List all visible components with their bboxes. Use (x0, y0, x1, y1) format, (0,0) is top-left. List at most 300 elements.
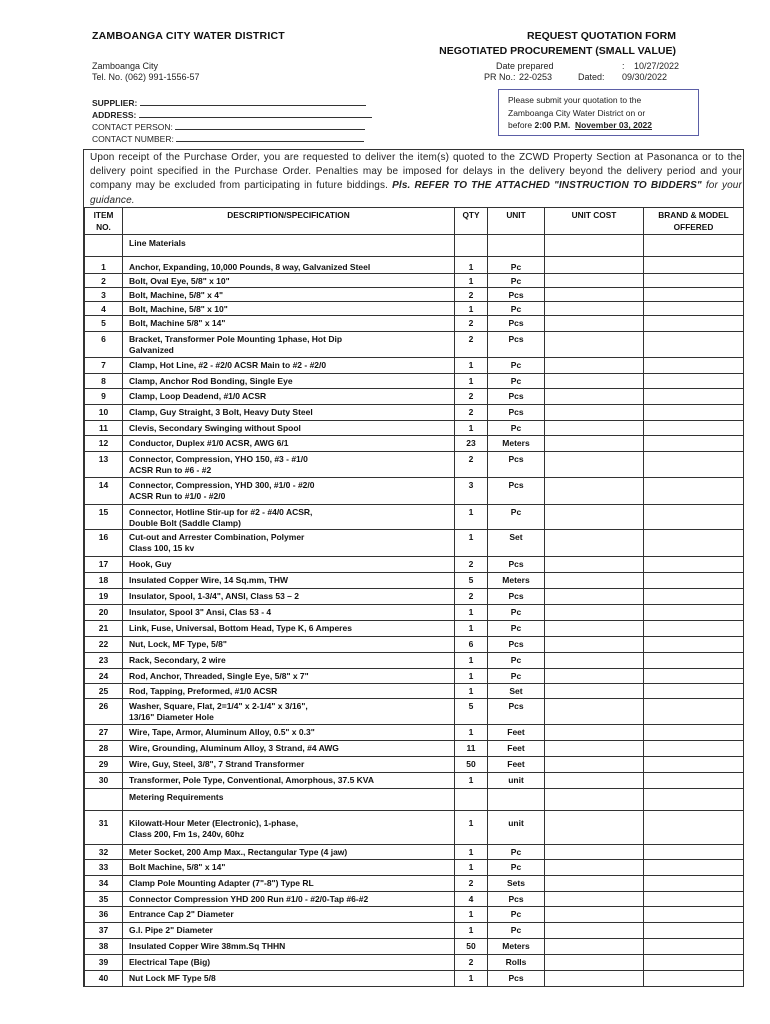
submission-notice (498, 89, 699, 136)
item-unit: Pc (488, 605, 545, 621)
item-row (85, 699, 744, 725)
item-unit: Pc (488, 302, 545, 316)
item-qty: 4 (455, 892, 488, 907)
description-line: Bolt, Machine 5/8" x 14" (129, 318, 226, 328)
item-unit: Pcs (488, 332, 545, 358)
item-row (85, 530, 744, 557)
item-unit: Pc (488, 505, 545, 530)
item-row (85, 316, 744, 332)
item-description (123, 557, 455, 573)
section-cell (488, 235, 545, 257)
description-line: Clamp, Hot Line, #2 - #2/0 ACSR Main to #2 - #2/0 (129, 360, 327, 370)
item-unit: Pcs (488, 478, 545, 505)
supplier-field[interactable] (92, 97, 366, 108)
description-line: Clamp, Loop Deadend, #1/0 ACSR (129, 391, 267, 401)
item-unit: Meters (488, 939, 545, 955)
item-qty: 2 (455, 876, 488, 892)
item-unit: Pc (488, 274, 545, 288)
brand-model-cell[interactable] (644, 332, 744, 358)
unit-cost-cell[interactable] (545, 621, 644, 637)
brand-model-cell[interactable] (644, 257, 744, 274)
item-description (123, 669, 455, 684)
item-description (123, 684, 455, 699)
brand-model-cell[interactable] (644, 669, 744, 684)
brand-model-cell[interactable] (644, 725, 744, 741)
description-line: Insulated Copper Wire 38mm.Sq THHN (129, 941, 286, 951)
unit-cost-cell[interactable] (545, 288, 644, 302)
form-subtitle: NEGOTIATED PROCUREMENT (SMALL VALUE) (439, 45, 676, 57)
form-title: REQUEST QUOTATION FORM (527, 30, 676, 42)
item-description (123, 530, 455, 557)
item-qty: 1 (455, 845, 488, 860)
section-cell (488, 789, 545, 811)
brand-model-cell[interactable] (644, 573, 744, 589)
item-number: 32 (85, 845, 123, 860)
unit-cost-cell[interactable] (545, 669, 644, 684)
unit-cost-cell[interactable] (545, 557, 644, 573)
item-row (85, 923, 744, 939)
description-line: Double Bolt (Saddle Clamp) (129, 518, 241, 528)
unit-cost-cell[interactable] (545, 955, 644, 971)
description-line: Rack, Secondary, 2 wire (129, 655, 226, 665)
unit-cost-cell[interactable] (545, 374, 644, 389)
brand-model-cell[interactable] (644, 621, 744, 637)
unit-cost-cell[interactable] (545, 358, 644, 374)
item-qty: 1 (455, 923, 488, 939)
brand-model-cell[interactable] (644, 530, 744, 557)
item-description (123, 316, 455, 332)
item-number: 21 (85, 621, 123, 637)
item-qty: 1 (455, 421, 488, 436)
item-qty: 3 (455, 478, 488, 505)
item-qty: 1 (455, 505, 488, 530)
item-number: 7 (85, 358, 123, 374)
item-unit: Sets (488, 876, 545, 892)
brand-model-cell[interactable] (644, 876, 744, 892)
col-item (85, 208, 123, 235)
description-line: Class 100, 15 kv (129, 543, 195, 553)
description-line: Cut-out and Arrester Combination, Polymer (129, 532, 305, 542)
item-row (85, 274, 744, 288)
unit-cost-cell[interactable] (545, 452, 644, 478)
item-row (85, 811, 744, 845)
notice-line-2: Zamboanga City Water District on or (508, 107, 646, 118)
brand-model-cell[interactable] (644, 589, 744, 605)
unit-cost-cell[interactable] (545, 876, 644, 892)
brand-model-cell[interactable] (644, 892, 744, 907)
description-line: Clamp, Anchor Rod Bonding, Single Eye (129, 376, 293, 386)
item-qty: 1 (455, 811, 488, 845)
brand-model-cell[interactable] (644, 684, 744, 699)
item-qty: 23 (455, 436, 488, 452)
brand-model-cell[interactable] (644, 302, 744, 316)
item-qty: 2 (455, 288, 488, 302)
description-line: Wire, Guy, Steel, 3/8", 7 Strand Transformer (129, 759, 305, 769)
description-line: Meter Socket, 200 Amp Max., Rectangular Type (4 jaw) (129, 847, 348, 857)
notice-line-1: Please submit your quotation to the (508, 95, 642, 105)
address-line[interactable] (139, 109, 372, 118)
item-qty: 1 (455, 907, 488, 923)
section-cell (545, 789, 644, 811)
brand-model-cell[interactable] (644, 773, 744, 789)
section-row (85, 789, 744, 811)
brand-model-cell[interactable] (644, 478, 744, 505)
item-number: 10 (85, 405, 123, 421)
contact-person-field[interactable] (92, 121, 365, 132)
item-qty: 1 (455, 358, 488, 374)
brand-model-cell[interactable] (644, 288, 744, 302)
item-qty: 1 (455, 621, 488, 637)
item-row (85, 288, 744, 302)
section-row (85, 235, 744, 257)
item-qty: 6 (455, 637, 488, 653)
item-number: 1 (85, 257, 123, 274)
item-qty: 2 (455, 955, 488, 971)
item-number: 33 (85, 860, 123, 876)
unit-cost-cell[interactable] (545, 637, 644, 653)
item-qty: 50 (455, 939, 488, 955)
col-unit: UNIT (488, 208, 545, 235)
item-number: 2 (85, 274, 123, 288)
item-number: 23 (85, 653, 123, 669)
item-number: 34 (85, 876, 123, 892)
unit-cost-cell[interactable] (545, 589, 644, 605)
unit-cost-cell[interactable] (545, 530, 644, 557)
supplier-label: SUPPLIER: (92, 98, 138, 108)
item-description (123, 573, 455, 589)
item-number: 37 (85, 923, 123, 939)
intro-tail: for your guidance. (90, 180, 742, 206)
unit-cost-cell[interactable] (545, 405, 644, 421)
item-number: 26 (85, 699, 123, 725)
unit-cost-cell[interactable] (545, 684, 644, 699)
item-row (85, 557, 744, 573)
item-description (123, 773, 455, 789)
unit-cost-cell[interactable] (545, 741, 644, 757)
item-description (123, 332, 455, 358)
item-number: 11 (85, 421, 123, 436)
description-line: Rod, Anchor, Threaded, Single Eye, 5/8" x 7" (129, 671, 309, 681)
brand-model-cell[interactable] (644, 845, 744, 860)
item-qty: 1 (455, 653, 488, 669)
item-description (123, 274, 455, 288)
supplier-line[interactable] (140, 97, 366, 106)
item-row (85, 621, 744, 637)
contact-person-label: CONTACT PERSON: (92, 122, 173, 132)
brand-model-cell[interactable] (644, 605, 744, 621)
item-unit: Pcs (488, 699, 545, 725)
address-field[interactable] (92, 109, 372, 120)
date-prepared-label: Date prepared (496, 61, 554, 71)
item-description (123, 389, 455, 405)
brand-model-cell[interactable] (644, 637, 744, 653)
item-row (85, 876, 744, 892)
description-line: Clamp, Guy Straight, 3 Bolt, Heavy Duty Steel (129, 407, 313, 417)
item-row (85, 907, 744, 923)
brand-model-cell[interactable] (644, 971, 744, 987)
description-line: Transformer, Pole Type, Conventional, Amorphous, 37.5 KVA (129, 775, 374, 785)
brand-model-cell[interactable] (644, 274, 744, 288)
item-row (85, 405, 744, 421)
item-description (123, 405, 455, 421)
address-label: ADDRESS: (92, 110, 137, 120)
item-qty: 1 (455, 257, 488, 274)
item-row (85, 332, 744, 358)
item-row (85, 478, 744, 505)
item-qty: 1 (455, 860, 488, 876)
unit-cost-cell[interactable] (545, 860, 644, 876)
unit-cost-cell[interactable] (545, 971, 644, 987)
brand-model-cell[interactable] (644, 421, 744, 436)
item-description (123, 653, 455, 669)
item-number: 4 (85, 302, 123, 316)
unit-cost-cell[interactable] (545, 811, 644, 845)
item-row (85, 860, 744, 876)
item-description (123, 892, 455, 907)
description-line: Conductor, Duplex #1/0 ACSR, AWG 6/1 (129, 438, 289, 448)
item-row (85, 358, 744, 374)
brand-model-cell[interactable] (644, 860, 744, 876)
item-row (85, 374, 744, 389)
item-qty: 1 (455, 773, 488, 789)
unit-cost-cell[interactable] (545, 725, 644, 741)
item-number: 19 (85, 589, 123, 605)
item-number: 18 (85, 573, 123, 589)
item-qty: 2 (455, 589, 488, 605)
item-number: 40 (85, 971, 123, 987)
item-row (85, 436, 744, 452)
brand-model-cell[interactable] (644, 557, 744, 573)
item-qty: 1 (455, 971, 488, 987)
unit-cost-cell[interactable] (545, 845, 644, 860)
col-brand-label: BRAND & MODEL (658, 210, 729, 220)
city: Zamboanga City (92, 61, 159, 71)
item-unit: Pcs (488, 971, 545, 987)
item-description (123, 288, 455, 302)
item-qty: 1 (455, 725, 488, 741)
section-cell (85, 235, 123, 257)
col-description: DESCRIPTION/SPECIFICATION (123, 208, 455, 235)
unit-cost-cell[interactable] (545, 573, 644, 589)
item-description (123, 845, 455, 860)
item-number: 25 (85, 684, 123, 699)
item-description (123, 505, 455, 530)
description-line: Insulator, Spool, 1-3/4", ANSI, Class 53 – 2 (129, 591, 299, 601)
item-number: 20 (85, 605, 123, 621)
item-qty: 1 (455, 374, 488, 389)
brand-model-cell[interactable] (644, 757, 744, 773)
item-description (123, 478, 455, 505)
description-line: Bolt, Oval Eye, 5/8" x 10" (129, 276, 230, 286)
item-unit: Pc (488, 374, 545, 389)
item-row (85, 653, 744, 669)
item-unit: Feet (488, 741, 545, 757)
brand-model-cell[interactable] (644, 653, 744, 669)
description-line: ACSR Run to #6 - #2 (129, 465, 212, 475)
table-header-row (85, 208, 744, 235)
contact-number-label: CONTACT NUMBER: (92, 134, 174, 144)
unit-cost-cell[interactable] (545, 274, 644, 288)
description-line: Nut Lock MF Type 5/8 (129, 973, 216, 983)
item-unit: Pcs (488, 589, 545, 605)
item-unit: Pcs (488, 316, 545, 332)
description-line: Clevis, Secondary Swinging without Spool (129, 423, 301, 433)
item-description (123, 876, 455, 892)
contact-number-line[interactable] (176, 133, 364, 142)
description-line: 13/16" Diameter Hole (129, 712, 214, 722)
item-number: 38 (85, 939, 123, 955)
description-line: Bolt Machine, 5/8" x 14" (129, 862, 226, 872)
brand-model-cell[interactable] (644, 452, 744, 478)
item-description (123, 605, 455, 621)
col-brand-model (644, 208, 744, 235)
section-cell (455, 235, 488, 257)
item-description (123, 358, 455, 374)
description-line: Link, Fuse, Universal, Bottom Head, Type K, 6 Amperes (129, 623, 352, 633)
item-description (123, 741, 455, 757)
item-number: 35 (85, 892, 123, 907)
item-number: 16 (85, 530, 123, 557)
brand-model-cell[interactable] (644, 358, 744, 374)
item-unit: Pcs (488, 452, 545, 478)
description-line: Connector Compression YHD 200 Run #1/0 - #2/0-Tap #6-#2 (129, 894, 369, 904)
item-qty: 5 (455, 573, 488, 589)
item-qty: 2 (455, 557, 488, 573)
item-description (123, 302, 455, 316)
brand-model-cell[interactable] (644, 316, 744, 332)
unit-cost-cell[interactable] (545, 257, 644, 274)
unit-cost-cell[interactable] (545, 892, 644, 907)
section-cell (545, 235, 644, 257)
brand-model-cell[interactable] (644, 907, 744, 923)
unit-cost-cell[interactable] (545, 653, 644, 669)
item-qty: 50 (455, 757, 488, 773)
item-unit: Feet (488, 757, 545, 773)
unit-cost-cell[interactable] (545, 389, 644, 405)
item-number: 12 (85, 436, 123, 452)
date-prepared-value: 10/27/2022 (634, 61, 680, 71)
unit-cost-cell[interactable] (545, 316, 644, 332)
brand-model-cell[interactable] (644, 923, 744, 939)
brand-model-cell[interactable] (644, 436, 744, 452)
item-unit: Pc (488, 358, 545, 374)
item-qty: 2 (455, 316, 488, 332)
description-line: Wire, Tape, Armor, Aluminum Alloy, 0.5" x 0.3" (129, 727, 315, 737)
unit-cost-cell[interactable] (545, 605, 644, 621)
description-line: Washer, Square, Flat, 2=1/4" x 2-1/4" x 3/16", (129, 701, 308, 711)
telephone: Tel. No. (062) 991-1556-57 (92, 72, 200, 82)
description-line: Bracket, Transformer Pole Mounting 1phase, Hot Dip (129, 334, 343, 344)
item-row (85, 605, 744, 621)
description-line: ACSR Run to #1/0 - #2/0 (129, 491, 226, 501)
item-unit: Pc (488, 257, 545, 274)
contact-number-field[interactable] (92, 133, 364, 144)
item-qty: 1 (455, 669, 488, 684)
item-description (123, 452, 455, 478)
unit-cost-cell[interactable] (545, 939, 644, 955)
description-line: Bolt, Machine, 5/8" x 10" (129, 304, 228, 314)
item-unit: Pc (488, 653, 545, 669)
item-description (123, 923, 455, 939)
item-row (85, 302, 744, 316)
description-line: Kilowatt-Hour Meter (Electronic), 1-phase, (129, 818, 299, 828)
unit-cost-cell[interactable] (545, 773, 644, 789)
item-description (123, 757, 455, 773)
notice-time: 2:00 P.M. (534, 120, 571, 130)
col-offered-label: OFFERED (673, 222, 714, 232)
unit-cost-cell[interactable] (545, 302, 644, 316)
item-row (85, 684, 744, 699)
unit-cost-cell[interactable] (545, 699, 644, 725)
col-unit-cost: UNIT COST (545, 208, 644, 235)
description-line: Connector, Compression, YHD 300, #1/0 - #2/0 (129, 480, 315, 490)
contact-person-line[interactable] (175, 121, 365, 130)
unit-cost-cell[interactable] (545, 478, 644, 505)
item-number: 14 (85, 478, 123, 505)
item-number: 5 (85, 316, 123, 332)
brand-model-cell[interactable] (644, 741, 744, 757)
brand-model-cell[interactable] (644, 389, 744, 405)
item-row (85, 845, 744, 860)
brand-model-cell[interactable] (644, 939, 744, 955)
item-qty: 2 (455, 332, 488, 358)
item-number: 17 (85, 557, 123, 573)
item-number: 31 (85, 811, 123, 845)
brand-model-cell[interactable] (644, 811, 744, 845)
unit-cost-cell[interactable] (545, 907, 644, 923)
intro-paragraph (90, 151, 742, 208)
item-unit: Pc (488, 669, 545, 684)
unit-cost-cell[interactable] (545, 332, 644, 358)
item-unit: unit (488, 773, 545, 789)
pr-no-label: PR No.: (484, 72, 516, 82)
item-unit: Pc (488, 907, 545, 923)
item-unit: Pcs (488, 288, 545, 302)
pr-no-value: 22-0253 (519, 72, 553, 82)
unit-cost-cell[interactable] (545, 923, 644, 939)
unit-cost-cell[interactable] (545, 757, 644, 773)
brand-model-cell[interactable] (644, 955, 744, 971)
brand-model-cell[interactable] (644, 374, 744, 389)
brand-model-cell[interactable] (644, 405, 744, 421)
unit-cost-cell[interactable] (545, 505, 644, 530)
description-line: Insulated Copper Wire, 14 Sq.mm, THW (129, 575, 289, 585)
item-row (85, 773, 744, 789)
item-unit: Set (488, 684, 545, 699)
unit-cost-cell[interactable] (545, 436, 644, 452)
brand-model-cell[interactable] (644, 699, 744, 725)
item-row (85, 421, 744, 436)
item-qty: 2 (455, 389, 488, 405)
item-description (123, 725, 455, 741)
date-prepared-sep: : (622, 61, 625, 71)
description-line: Entrance Cap 2" Diameter (129, 909, 234, 919)
item-row (85, 589, 744, 605)
notice-before: before (508, 120, 533, 130)
item-number: 36 (85, 907, 123, 923)
unit-cost-cell[interactable] (545, 421, 644, 436)
section-cell (644, 789, 744, 811)
dated-value: 09/30/2022 (622, 72, 668, 82)
item-number: 6 (85, 332, 123, 358)
description-line: Galvanized (129, 345, 174, 355)
item-description (123, 421, 455, 436)
item-unit: Feet (488, 725, 545, 741)
section-cell (85, 789, 123, 811)
item-qty: 1 (455, 605, 488, 621)
item-row (85, 257, 744, 274)
brand-model-cell[interactable] (644, 505, 744, 530)
